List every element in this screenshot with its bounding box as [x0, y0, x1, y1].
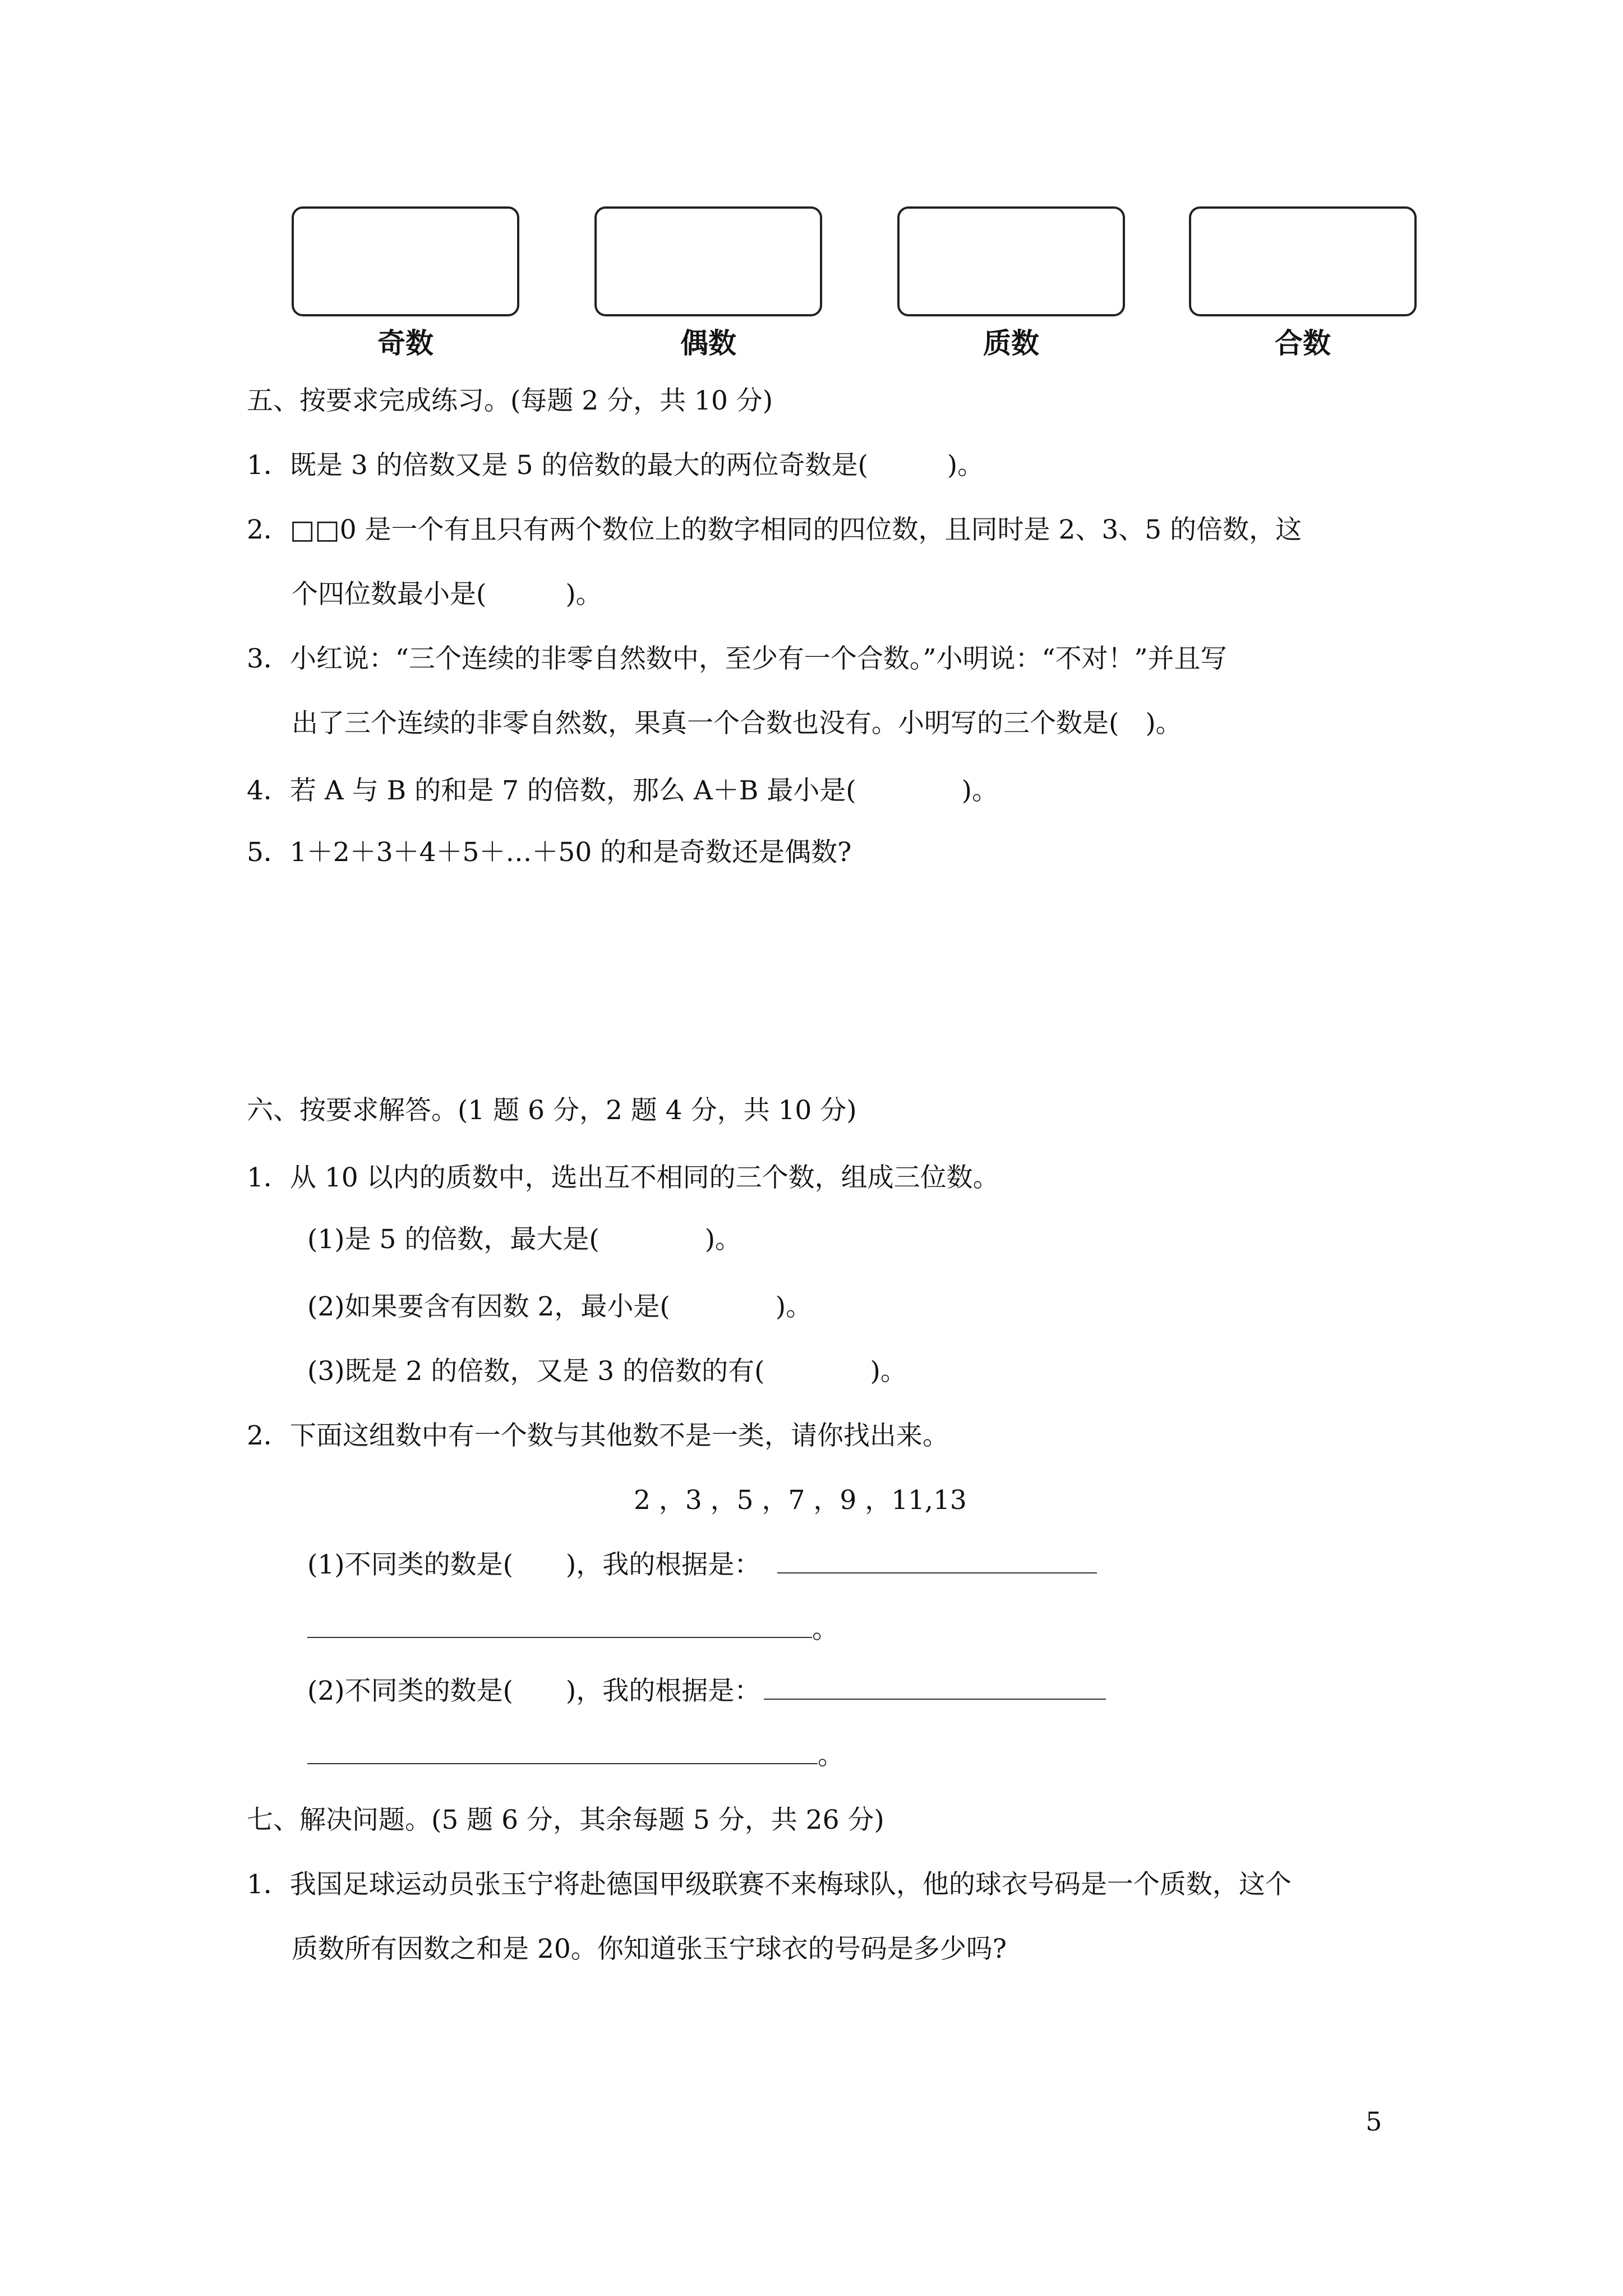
section6-q1: 1．从 10 以内的质数中，选出互不相同的三个数，组成三位数。: [247, 1162, 999, 1193]
box-label-odd: 奇数: [377, 327, 434, 360]
answer-box-prime: [897, 206, 1125, 316]
section6-q1a: (1)是 5 的倍数，最大是( )。: [307, 1224, 742, 1255]
section6-q2b: [307, 1674, 1106, 1708]
box-label-even: 偶数: [680, 327, 736, 360]
section6-title: 六、按要求解答。(1 题 6 分，2 题 4 分，共 10 分): [247, 1095, 857, 1126]
period: 。: [818, 1740, 844, 1771]
answer-box-odd: [292, 206, 519, 316]
section5-q4: 4．若 A 与 B 的和是 7 的倍数，那么 A＋B 最小是( )。: [247, 775, 998, 806]
number-group: 2 ，3 ，5 ，7 ，9 ，11,13: [634, 1485, 967, 1516]
section6-q2a-cont: [307, 1613, 838, 1646]
section5-title: 五、按要求完成练习。(每题 2 分，共 10 分): [247, 385, 773, 416]
section7-q1-line2: 质数所有因数之和是 20。你知道张玉宁球衣的号码是多少吗?: [292, 1934, 1007, 1964]
answer-line: [307, 1761, 818, 1764]
section7-title: 七、解决问题。(5 题 6 分，其余每题 5 分，共 26 分): [247, 1805, 884, 1835]
answer-box-even: [594, 206, 822, 316]
section5-q2-line2: 个四位数最小是( )。: [292, 579, 602, 610]
section5-q3-line2: 出了三个连续的非零自然数，果真一个合数也没有。小明写的三个数是( )。: [292, 708, 1182, 739]
section6-q1c: (3)既是 2 的倍数，又是 3 的倍数的有( )。: [307, 1356, 907, 1387]
section5-q3-line1: 3．小红说：“三个连续的非零自然数中，至少有一个合数。”小明说：“不对！”并且写: [247, 643, 1227, 674]
section5-q5: 5．1＋2＋3＋4＋5＋…＋50 的和是奇数还是偶数?: [247, 837, 852, 868]
answer-line: [307, 1635, 812, 1638]
box-label-prime: 质数: [983, 327, 1039, 360]
box-label-composite: 合数: [1275, 327, 1331, 360]
answer-box-composite: [1189, 206, 1417, 316]
section6-q2: 2．下面这组数中有一个数与其他数不是一类，请你找出来。: [247, 1420, 949, 1451]
page-number: 5: [1366, 2106, 1382, 2137]
section7-q1-line1: 1．我国足球运动员张玉宁将赴德国甲级联赛不来梅球队，他的球衣号码是一个质数，这个: [247, 1869, 1292, 1900]
section6-q2b-text: (2)不同类的数是( )，我的根据是：: [307, 1676, 761, 1706]
section5-q1: 1．既是 3 的倍数又是 5 的倍数的最大的两位奇数是( )。: [247, 450, 984, 481]
section6-q2b-cont: [307, 1739, 844, 1773]
section6-q1b: (2)如果要含有因数 2，最小是( )。: [307, 1291, 813, 1322]
section6-q2a: [307, 1548, 1097, 1582]
answer-line: [764, 1696, 1106, 1700]
section5-q2-line1: 2．□□0 是一个有且只有两个数位上的数字相同的四位数，且同时是 2、3、5 的倍数，这: [247, 514, 1302, 545]
answer-line: [777, 1570, 1097, 1573]
period: 。: [812, 1614, 838, 1645]
section6-q2a-text: (1)不同类的数是( )，我的根据是：: [307, 1549, 761, 1580]
